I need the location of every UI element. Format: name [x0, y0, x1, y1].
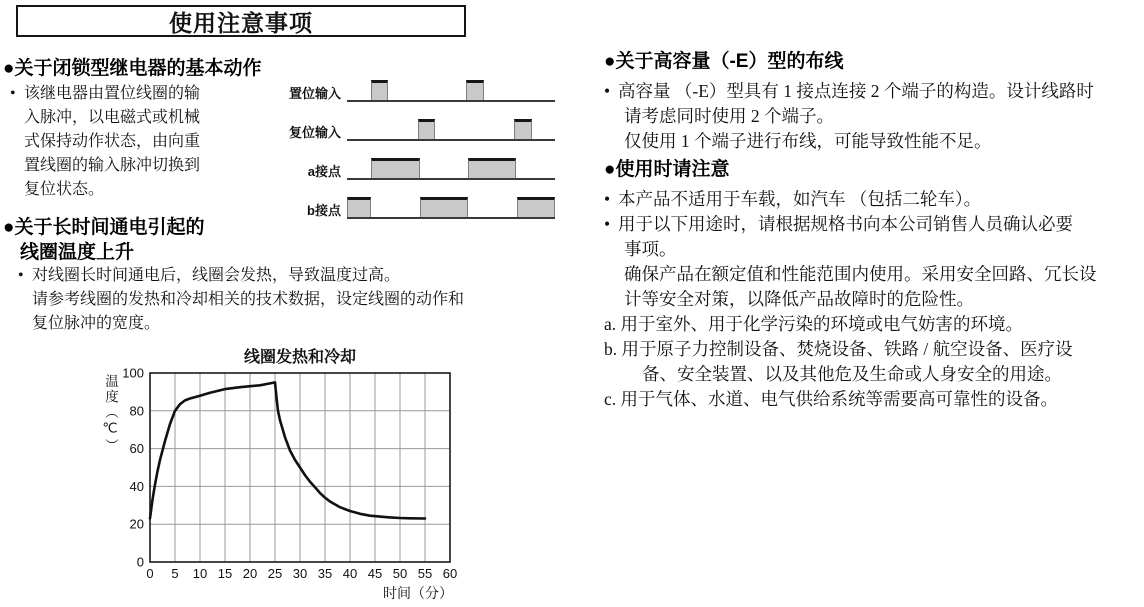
x-tick-label: 20: [242, 566, 258, 581]
temperature-curve: [150, 382, 425, 518]
y-tick-label: 0: [136, 554, 144, 570]
chart-title: 线圈发热和冷却: [243, 349, 356, 366]
timing-pulse: [514, 119, 531, 139]
x-tick-label: 25: [267, 566, 283, 581]
body-line: 对线圈长时间通电后，线圈会发热，导致温度过高。: [32, 267, 401, 284]
list-item-b-cont: 备、安全装置、以及其他危及生命或人身安全的用途。: [642, 364, 1062, 384]
x-tick-label: 30: [292, 566, 308, 581]
body-line: 入脉冲，以电磁式或机械: [24, 109, 201, 126]
timing-diagram: [283, 63, 555, 219]
timing-row-label: b接点: [307, 203, 341, 218]
x-tick-label: 50: [392, 566, 408, 581]
x-tick-label: 55: [417, 566, 433, 581]
y-tick-label: 20: [129, 516, 144, 532]
heading-line: 线圈温度上升: [20, 242, 135, 263]
body-line: 事项。: [624, 239, 677, 259]
page-title: 使用注意事项: [169, 9, 313, 36]
y-tick-label: 60: [129, 441, 144, 457]
list-item-b: b. 用于原子力控制设备、焚烧设备、铁路 / 航空设备、医疗设: [604, 339, 1073, 359]
heading-usage-caution: ●使用时请注意: [604, 159, 730, 180]
heading-latching-relay-operation: ●关于闭锁型继电器的基本动作: [3, 58, 262, 79]
x-tick-label: 35: [317, 566, 333, 581]
bullet-marker: •: [604, 81, 611, 101]
x-tick-label: 40: [342, 566, 358, 581]
timing-track: [347, 76, 555, 102]
heading-coil-temperature-rise: [3, 216, 204, 265]
x-tick-label: 60: [442, 566, 458, 581]
x-tick-label: 45: [367, 566, 383, 581]
body-line: • 高容量 （-E）型具有 1 接点连接 2 个端子的构造。设计线路时: [604, 79, 1094, 104]
timing-row-label: 复位输入: [288, 125, 341, 140]
body-line: 仅使用 1 个端子进行布线，可能导致性能不足。: [624, 131, 992, 151]
timing-pulse: [517, 197, 555, 217]
x-tick-label: 15: [217, 566, 233, 581]
x-tick-label: 5: [171, 566, 179, 581]
timing-row: [283, 102, 555, 141]
timing-row: [283, 141, 555, 180]
timing-row: [283, 63, 555, 102]
timing-pulse: [371, 158, 420, 178]
x-tick-label: 0: [146, 566, 154, 581]
timing-track: [347, 115, 555, 141]
chart-y-axis-label: 温度（℃）: [103, 374, 118, 454]
timing-track: [347, 193, 555, 219]
chart-x-axis-label: 时间（分）: [383, 585, 453, 601]
timing-row: [283, 180, 555, 219]
y-tick-label: 80: [129, 403, 144, 419]
coil-chart-svg: [88, 340, 468, 606]
body-line: 请考虑同时使用 2 个端子。: [624, 106, 834, 126]
x-tick-label: 10: [192, 566, 208, 581]
latching-relay-body: [24, 82, 200, 202]
bullet-marker: •: [18, 267, 24, 284]
bullet-marker: •: [604, 214, 611, 234]
body-line: 请参考线圈的发热和冷却相关的技术数据，设定线圈的动作和: [32, 291, 465, 308]
timing-pulse: [466, 80, 484, 100]
list-item-a: a. 用于室外、用于化学污染的环境或电气妨害的环境。: [604, 314, 1024, 334]
body-line: 置线圈的输入脉冲切换到: [24, 157, 201, 174]
heading-high-capacity-wiring: ●关于高容量（-E）型的布线: [604, 51, 844, 72]
body-line: • 用于以下用途时，请根据规格书向本公司销售人员确认必要: [604, 212, 1097, 237]
body-line: 复位脉冲的宽度。: [32, 315, 161, 332]
list-item-c: c. 用于气体、水道、电气供给系统等需要高可靠性的设备。: [604, 389, 1059, 409]
timing-pulse: [371, 80, 387, 100]
bullet-marker: •: [604, 189, 611, 209]
body-line: 复位状态。: [24, 181, 105, 198]
usage-caution-bullet2: [604, 212, 1097, 412]
timing-track: [347, 154, 555, 180]
timing-pulse: [420, 197, 468, 217]
timing-row-label: a接点: [307, 164, 341, 179]
high-capacity-body: [604, 79, 1094, 154]
timing-pulse: [468, 158, 517, 178]
body-line: 确保产品在额定值和性能范围内使用。采用安全回路、冗长设: [624, 264, 1097, 284]
body-line: 计等安全对策，以降低产品故障时的危险性。: [624, 289, 974, 309]
heading-line: ●关于长时间通电引起的: [3, 217, 205, 238]
timing-pulse: [347, 197, 371, 217]
page-title-box: [16, 5, 466, 37]
y-tick-label: 40: [129, 478, 144, 494]
bullet-marker: •: [10, 85, 16, 102]
body-line: 该继电器由置位线圈的输: [24, 85, 201, 102]
timing-pulse: [418, 119, 435, 139]
coil-temperature-body: [32, 264, 464, 336]
body-line: • 本产品不适用于车载，如汽车 （包括二轮车）。: [604, 187, 981, 212]
timing-row-label: 置位输入: [288, 86, 341, 101]
usage-caution-bullet1: [604, 187, 981, 212]
y-tick-label: 100: [122, 365, 144, 381]
body-line: 式保持动作状态，由向重: [24, 133, 201, 150]
